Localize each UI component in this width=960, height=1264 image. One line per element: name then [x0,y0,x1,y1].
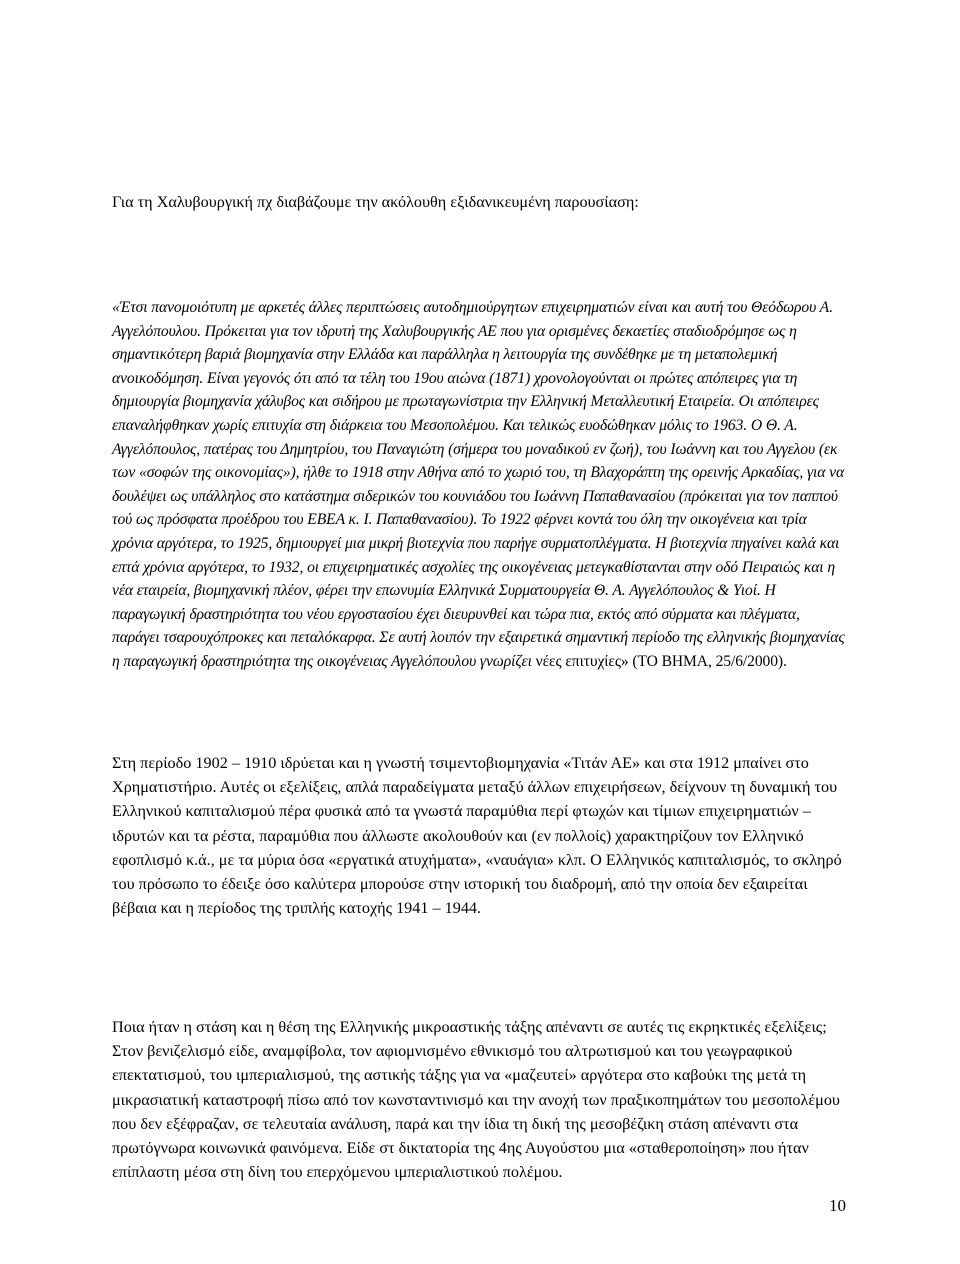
body-paragraph-2: Στη περίοδο 1902 – 1910 ιδρύεται και η γνωστή τσιμεντοβιομηχανία «Τιτάν ΑΕ» και στα 1912 μπαίνει στο Χρηματιστήριο. Αυτές οι εξελίξεις, απλά παραδείγματα μεταξύ άλλων επιχειρήσεων, δείχνουν τη δυναμική του Ελληνικού καπιταλισμού πέρα φυσικά από τα γνωστά παραμύθια περί φτωχών και τίμιων επιχειρηματιών – ιδρυτών και τα ρέστα, παραμύθια που άλλωστε ακολουθούν και (εν πολλοίς) χαρακτηρίζουν τον Ελληνικό εφοπλισμό κ.ά., με τα μύρια όσα «εργατικά ατυχήματα», «ναυάγια» κλπ. Ο Ελληνικός καπιταλισμός, το σκληρό του πρόσωπο το έδειξε όσο καλύτερα μπορούσε στην ιστορική του διαδρομή, από την οποία δεν εξαιρείται βέβαια και η περίοδος της τριπλής κατοχής 1941 – 1944. [112,754,842,918]
quote-text: «Έτσι πανομοιότυπη με αρκετές άλλες περιπτώσεις αυτοδημιούργητων επιχειρηματιών είναι και αυτή του Θεόδωρου Α. Αγγελόπουλου. Πρόκειται για τον ιδρυτή της Χαλυβουργικής ΑΕ που για ορισμένες δεκαετίες σταδιοδρόμησε ως η σημαντικότερη βαριά βιομηχανία στην Ελλάδα και παράλληλα η λειτουργία της συνδέθηκε με τη μεταπολεμική ανοικοδόμηση. Είναι γεγονός ότι από τα τέλη του 19ου αιώνα (1871) χρονολογούνται οι πρώτες απόπειρες για τη δημιουργία βιομηχανία χάλυβος και σιδήρου με πρωταγωνίστρια την Ελληνική Μεταλλευτική Εταιρεία. Οι απόπειρες επαναλήφθηκαν χωρίς επιτυχία στη διάρκεια του Μεσοπολέμου. Και τελικώς ευοδώθηκαν μόλις το 1963. Ο Θ. Α. Αγγελόπουλος, πατέρας του Δημητρίου, του Παναγιώτη (σήμερα του μοναδικού εν ζωή), του Ιωάννη και του Αγγελου (εκ των «σοφών της οικονομίας»), ήλθε το 1918 στην Αθήνα από το χωριό του, τη Βλαχοράπτη της ορεινής Αρκαδίας, για να δουλέψει ως υπάλληλος στο κατάστημα σιδερικών του κουνιάδου του Ιωάννη Παπαθανασίου (πρόκειται για τον παππού τού ως πρόσφατα προέδρου του ΕΒΕΑ κ. Ι. Παπαθανασίου). Το 1922 φέρνει κοντά του όλη την οικογένεια και τρία χρόνια αργότερα, το 1925, δημιουργεί μια μικρή βιοτεχνία που παρήγε συρματοπλέγματα. Η βιοτεχνία πηγαίνει καλά και επτά χρόνια αργότερα, το 1932, οι επιχειρηματικές ασχολίες της οικογένειας μετεγκαθίστανται στην οδό Πειραιώς και η νέα εταιρεία, βιομηχανική πλέον, φέρει την επωνυμία Ελληνικά Συρματουργεία Θ. Α. Αγγελόπουλος & Υιοί. Η παραγωγική δραστηριότητα του νέου εργοστασίου έχει διευρυνθεί και τώρα πια, εκτός από σύρματα και πλέγματα, παράγει τσαρουχόπροκες και πεταλόκαρφα. Σε αυτή λοιπόν την εξαιρετικά σημαντική περίοδο της ελληνικής βιομηχανίας η παραγωγική δραστηριότητα της οικογένειας Αγγελόπουλου γνωρίζει [112,299,845,670]
quote-citation: νέες επιτυχίες» (ΤΟ ΒΗΜΑ, 25/6/2000). [535,652,787,670]
page-number: 10 [829,1196,846,1215]
intro-paragraph: Για τη Χαλυβουργική πχ διαβάζουμε την ακόλουθη εξιδανικευμένη παρουσίαση: [112,193,639,211]
body-paragraph-3: Ποια ήταν η στάση και η θέση της Ελληνικής μικροαστικής τάξης απέναντι σε αυτές τις εκρηκτικές εξελίξεις; Στον βενιζελισμό είδε, αναμφίβολα, τον αφιομνισμένο εθνικισμό του αλτρωτισμού και του γεωγραφικού επεκτατισμού, του ιμπεριαλισμού, της αστικής τάξης για να «μαζευτεί» αργότερα στο καβούκι της μετά τη μικρασιατική καταστροφή πίσω από τον κωνσταντινισμό και την ανοχή των πραξικοπημάτων του μεσοπολέμου που δεν εξέφραζαν, σε τελευταία ανάλυση, παρά και την ίδια τη δική της μεσοβέζικη στάση απέναντι στα πρωτόγνωρα κοινωνικά φαινόμενα. Είδε στ δικτατορία της 4ης Αυγούστου μια «σταθεροποίηση» που ήταν επίπλαστη μέσα στη δίνη του επερχόμενου ιμπεριαλιστικού πολέμου. [112,1018,840,1182]
quote-paragraph [112,296,848,674]
